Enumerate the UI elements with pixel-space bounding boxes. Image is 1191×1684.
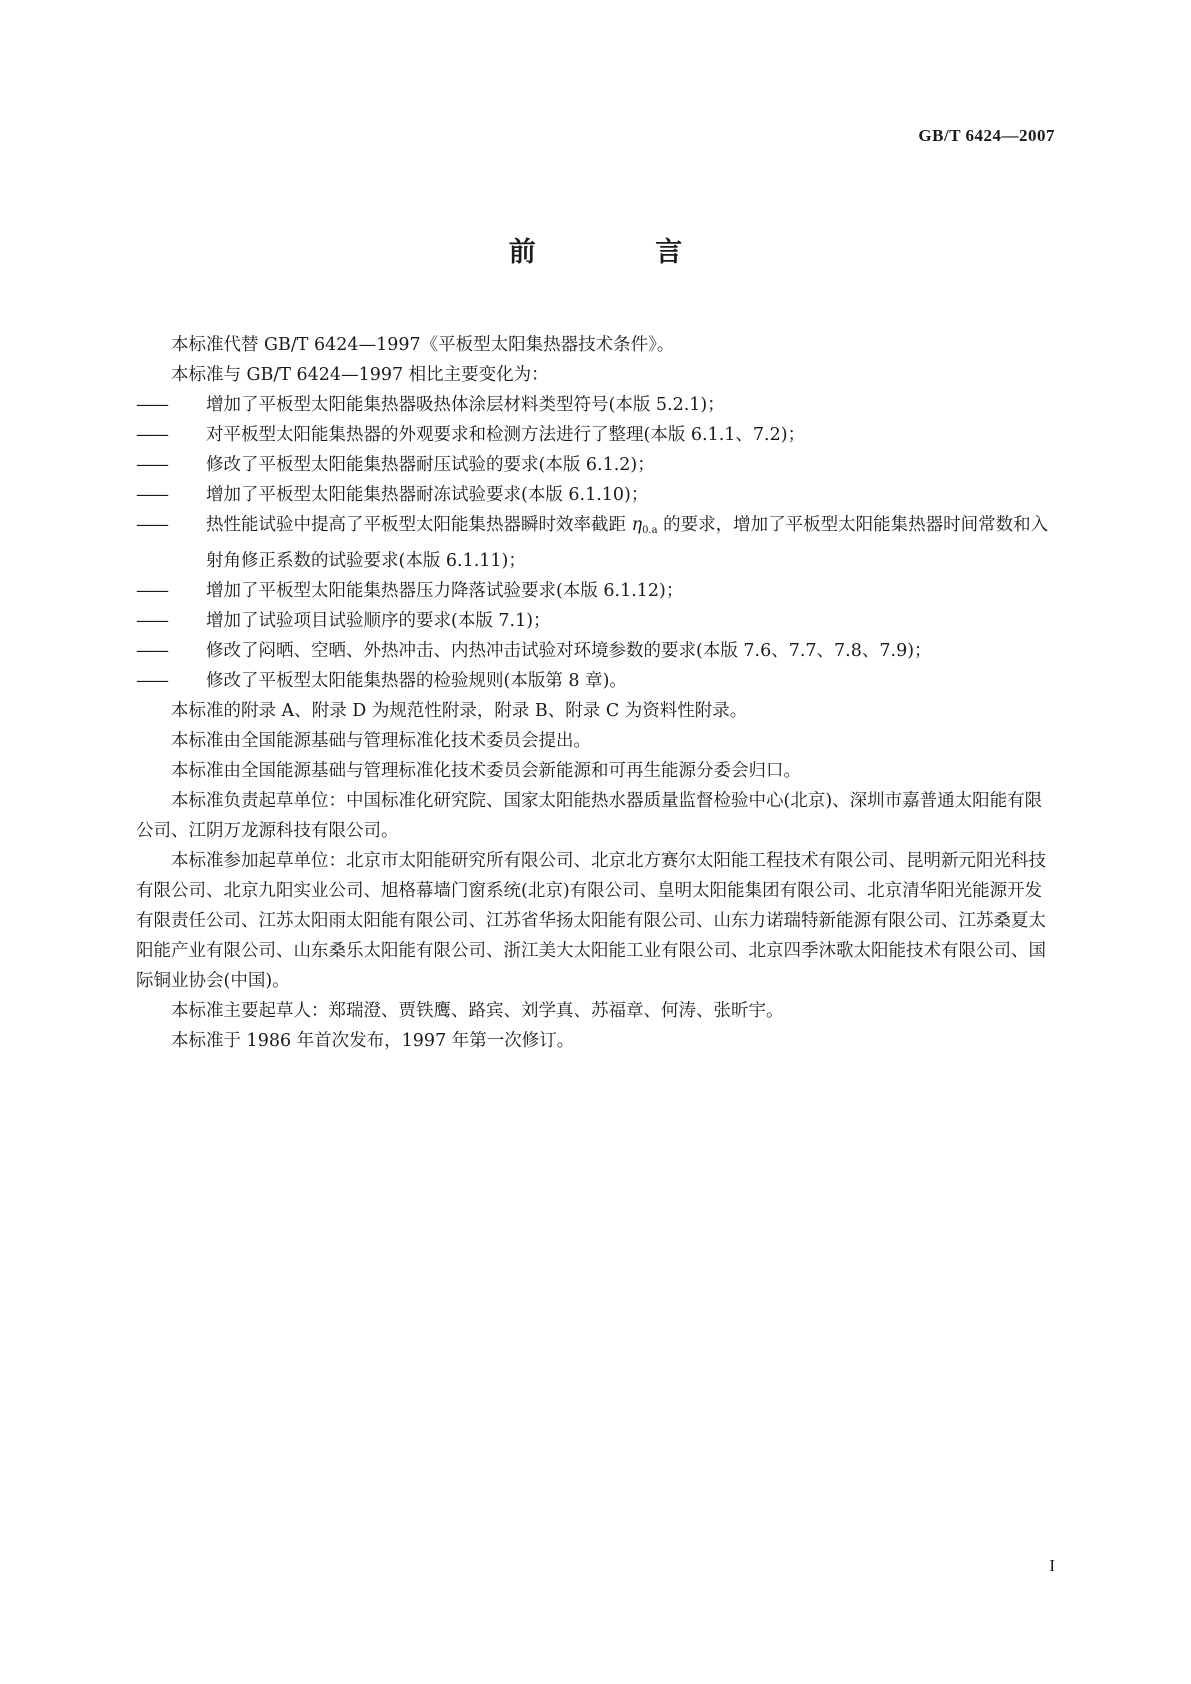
em-dash: ——	[136, 425, 167, 445]
eta-symbol: η	[631, 515, 643, 535]
paragraph-history: 本标准于 1986 年首次发布，1997 年第一次修订。	[171, 1031, 575, 1051]
change-item-text: 增加了平板型太阳能集热器耐冻试验要求(本版 6.1.10)；	[206, 485, 649, 505]
paragraph-annexes: 本标准的附录 A、附录 D 为规范性附录，附录 B、附录 C 为资料性附录。	[171, 701, 748, 721]
paragraph-replaces: 本标准代替 GB/T 6424—1997《平板型太阳集热器技术条件》。	[171, 335, 675, 355]
page-title: 前 言	[508, 237, 738, 268]
paragraph-lead-drafters: 本标准负责起草单位：中国标准化研究院、国家太阳能热水器质量监督检验中心(北京)、深圳市嘉普通太阳能有限公司、江阴万龙源科技有限公司。	[136, 791, 1043, 841]
change-item-text: 修改了平板型太阳能集热器耐压试验的要求(本版 6.1.2)；	[206, 455, 655, 475]
em-dash: ——	[136, 581, 167, 601]
em-dash: ——	[136, 395, 167, 415]
standard-number: GB/T 6424—2007	[918, 126, 1055, 145]
change-item	[136, 606, 1058, 636]
change-item-text: 修改了平板型太阳能集热器的检验规则(本版第 8 章)。	[206, 671, 627, 691]
eta-text-after: 的要求，增加了平板型太阳能集热器时间常数和入射角修正系数的试验要求(本版 6.1.11)；	[206, 515, 1049, 571]
change-item	[136, 420, 1058, 450]
change-item-eta	[136, 510, 1058, 576]
paragraph-proposed-by: 本标准由全国能源基础与管理标准化技术委员会提出。	[171, 731, 591, 751]
change-item-text: 修改了闷晒、空晒、外热冲击、内热冲击试验对环境参数的要求(本版 7.6、7.7、7.8、7.9)；	[206, 641, 932, 661]
change-item-text: 增加了试验项目试验顺序的要求(本版 7.1)；	[206, 611, 551, 631]
paragraph-changes-intro: 本标准与 GB/T 6424—1997 相比主要变化为：	[171, 365, 549, 385]
eta-subscript: 0.a	[642, 525, 658, 536]
em-dash: ——	[136, 641, 167, 661]
change-item	[136, 450, 1058, 480]
eta-text-before: 热性能试验中提高了平板型太阳能集热器瞬时效率截距	[206, 515, 632, 535]
paragraph-participating-drafters: 本标准参加起草单位：北京市太阳能研究所有限公司、北京北方赛尔太阳能工程技术有限公司、昆明新元阳光科技有限公司、北京九阳实业公司、旭格幕墙门窗系统(北京)有限公司、皇明太阳能集团有限公司、北京清华阳光能源开发有限责任公司、江苏太阳雨太阳能有限公司、江苏省华扬太阳能有限公司、山东力诺瑞特新能源有限公司、江苏桑夏太阳能产业有限公司、山东桑乐太阳能有限公司、浙江美大太阳能工业有限公司、北京四季沐歌太阳能技术有限公司、国际铜业协会(中国)。	[136, 851, 1046, 991]
change-item-text: 增加了平板型太阳能集热器吸热体涂层材料类型符号(本版 5.2.1)；	[206, 395, 725, 415]
em-dash: ——	[136, 611, 167, 631]
document-body	[136, 330, 1058, 1056]
change-item	[136, 480, 1058, 510]
paragraph-main-authors: 本标准主要起草人：郑瑞澄、贾铁鹰、路宾、刘学真、苏福章、何涛、张昕宇。	[171, 1001, 784, 1021]
em-dash: ——	[136, 455, 167, 475]
page-number: I	[1049, 1556, 1055, 1575]
em-dash: ——	[136, 485, 167, 505]
em-dash: ——	[136, 515, 167, 535]
em-dash: ——	[136, 671, 167, 691]
paragraph-centralized-by: 本标准由全国能源基础与管理标准化技术委员会新能源和可再生能源分委会归口。	[171, 761, 801, 781]
change-item	[136, 636, 1058, 666]
change-item	[136, 390, 1058, 420]
change-item-text: 增加了平板型太阳能集热器压力降落试验要求(本版 6.1.12)；	[206, 581, 684, 601]
change-item	[136, 666, 1058, 696]
change-item-text: 对平板型太阳能集热器的外观要求和检测方法进行了整理(本版 6.1.1、7.2)；	[206, 425, 806, 445]
change-item	[136, 576, 1058, 606]
